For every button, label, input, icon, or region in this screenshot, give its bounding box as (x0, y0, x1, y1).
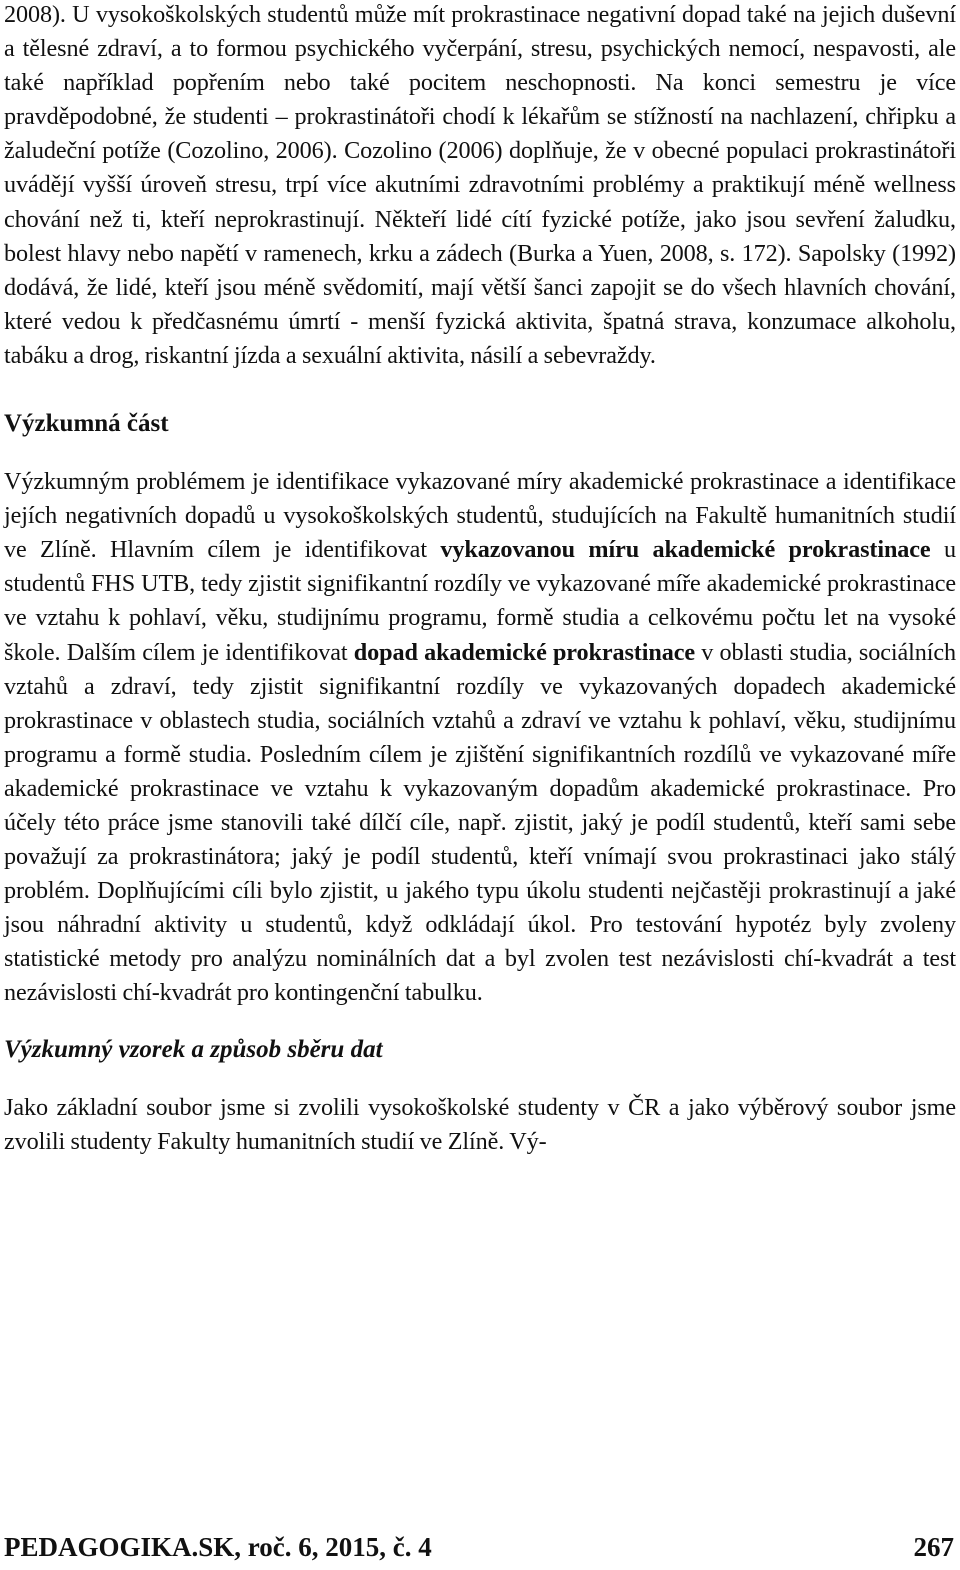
journal-citation: PEDAGOGIKA.SK, roč. 6, 2015, č. 4 (4, 1532, 432, 1562)
sample-paragraph: Jako základní soubor jsme si zvolili vysokoškolské studenty v ČR a jako výběrový soubor jsme zvolili studenty Fakulty humanitních studií ve Zlíně. Vý- (4, 1093, 956, 1155)
research-text-part-3: v oblasti studia, sociálních vztahů a zdraví, tedy zjistit signifikantní rozdíly ve vykazovaných dopadech akademické prokrastinace v oblastech studia, sociálních vztahů a zdraví ve vztahu k pohlaví, věku, studijnímu programu a formě studia. Posledním cílem je zjištění signifikantních rozdílů ve vykazované míře akademické prokrastinace ve vztahu k vykazovaným dopadům akademické prokrastinace. Pro účely této práce jsme stanovili také dílčí cíle, např. zjistit, jaký je podíl studentů, kteří sami sebe považují za prokrastinátora; jaký je podíl studentů, kteří vnímají svou prokrastinaci jako stálý problém. Doplňujícími cíli bylo zjistit, u jakého typu úkolu studenti nejčastěji prokrastinují a jaké jsou náhradní aktivity u studentů, když odkládají úkol. Pro testování hypotéz byly zvoleny statistické metody pro analýzu nominálních dat a byl zvolen test nezávislosti chí-kvadrát a test nezávislosti chí-kvadrát pro kontingenční tabulku. (4, 638, 956, 1007)
research-text-part-2: u studentů FHS UTB, tedy zjistit signifikantní rozdíly ve vykazované míře akademické prokrastinace ve vztahu k pohlaví, věku, studijnímu programu, formě studia a celkovému počtu let na vysoké škole. Dalším cílem je identifikovat (4, 536, 956, 666)
page-footer (4, 1530, 954, 1564)
research-text-part-1: Výzkumným problémem je identifikace vykazované míry akademické prokrastinace a identifikace jejích negativních dopadů u vysokoškolských studentů, studujících na Fakultě humanitních studií ve Zlíně. Hlavním cílem je identifikovat (4, 468, 956, 564)
intro-paragraph: 2008). U vysokoškolských studentů může mít prokrastinace negativní dopad také na jejich duševní a tělesné zdraví, a to formou psychického vyčerpání, stresu, psychických nemocí, nespavosti, ale také například popřením nebo také pocitem neschopnosti. Na konci semestru je více pravděpodobné, že studenti – prokrastinátoři chodí k lékařům se stížností na nachlazení, chřipku a žaludeční potíže (Cozolino, 2006). Cozolino (2006) doplňuje, že v obecné populaci prokrastinátoři uvádějí vyšší úroveň stresu, trpí více akutními zdravotními problémy a praktikují méně wellness chování než ti, kteří neprokrastinují. Někteří lidé cítí fyzické potíže, jako jsou sevření žaludku, bolest hlavy nebo napětí v ramenech, krku a zádech (Burka a Yuen, 2008, s. 172). Sapolsky (1992) dodává, že lidé, kteří jsou méně svědomití, mají větší šanci zapojit se do všech hlavních chování, které vedou k předčasnému úmrtí - menší fyzická aktivita, špatná strava, konzumace alkoholu, tabáku a drog, riskantní jízda a sexuální aktivita, násilí a sebevraždy. (4, 1, 956, 369)
section-heading-research: Výzkumná část (4, 410, 169, 438)
subsection-heading-sample: Výzkumný vzorek a způsob sběru dat (4, 1035, 383, 1063)
research-paragraph (4, 465, 956, 1011)
research-bold-term-1: vykazovanou míru akademické prokrastinace (440, 536, 931, 564)
document-page (4, 0, 956, 1159)
research-bold-term-2: dopad akademické prokrastinace (353, 638, 695, 666)
page-number: 267 (913, 1532, 954, 1562)
